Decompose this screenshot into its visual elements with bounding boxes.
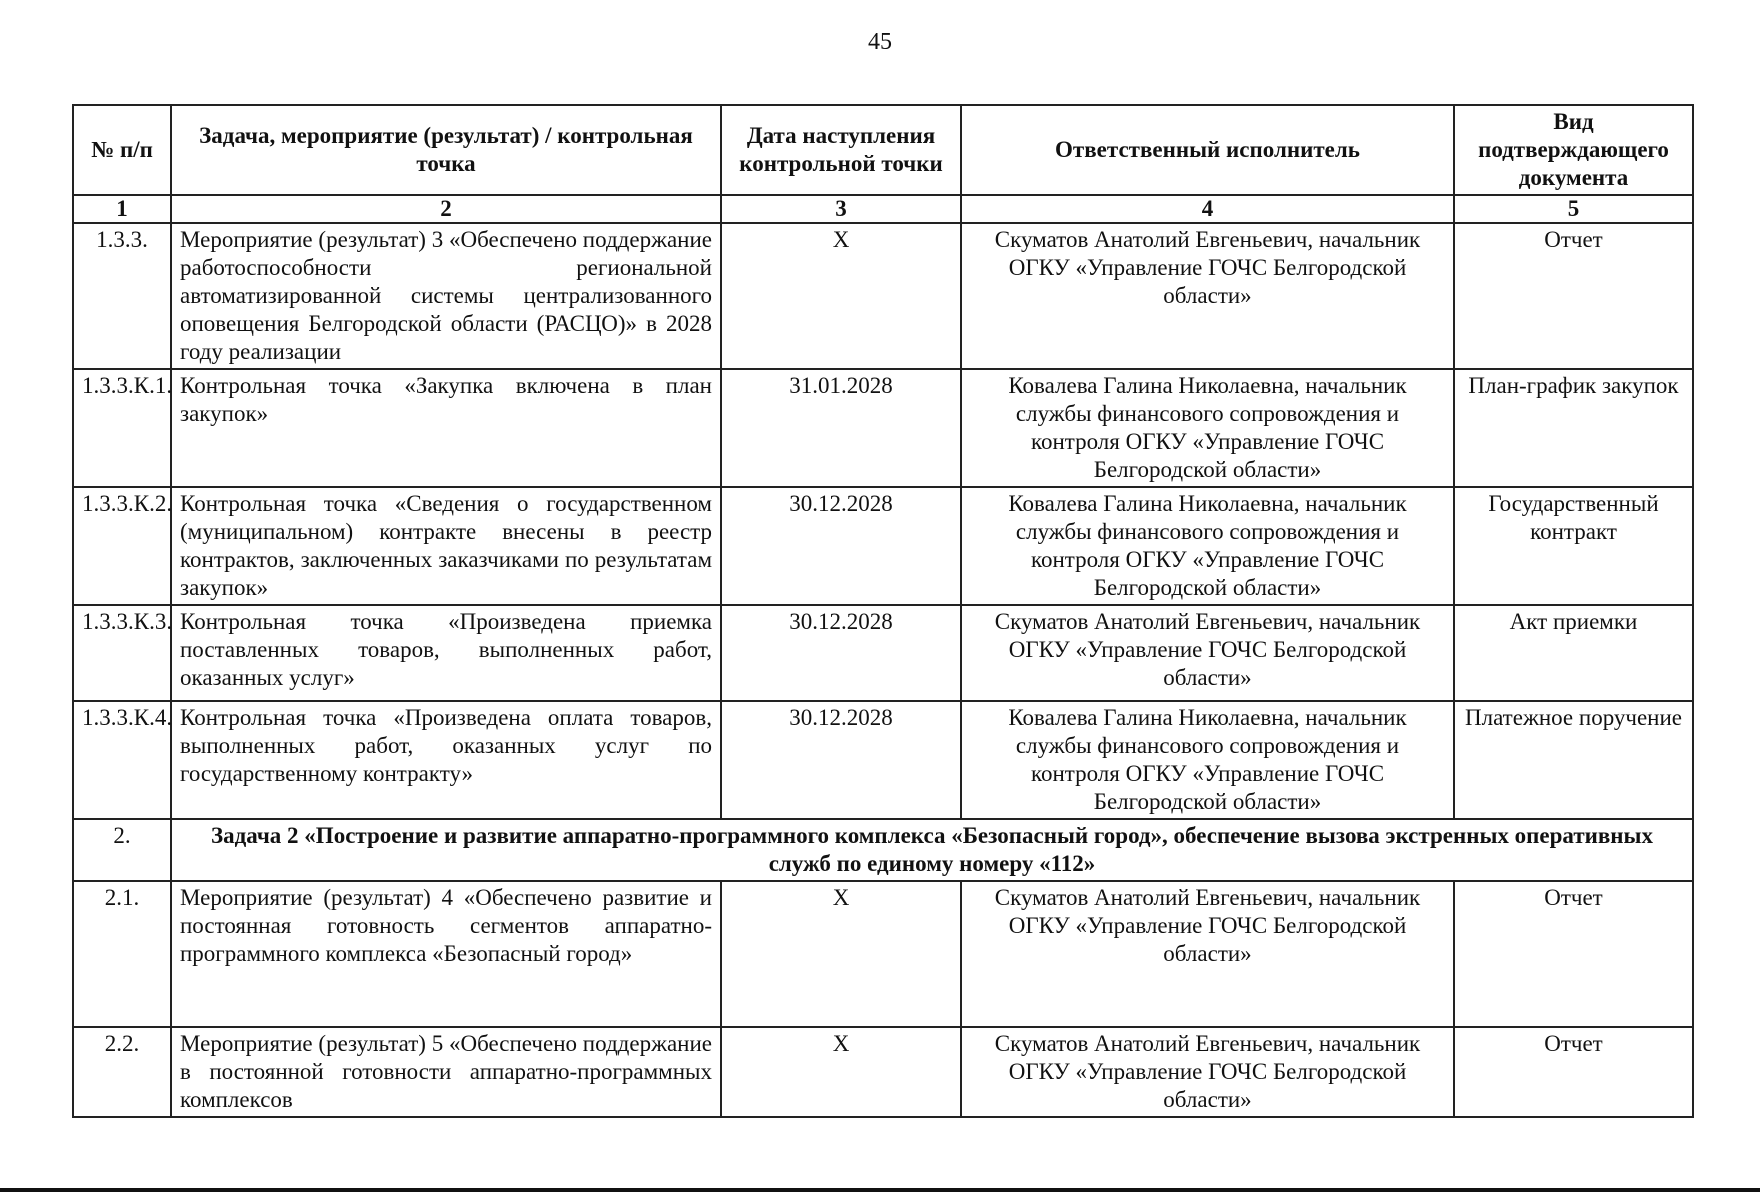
row-task: Контрольная точка «Сведения о государственном (муниципальном) контракте внесены в реестр контрактов, заключенных заказчиками по результатам закупок» xyxy=(171,487,721,605)
task-section-row xyxy=(73,819,1693,881)
table-row xyxy=(73,605,1693,701)
row-document: Платежное поручение xyxy=(1454,701,1693,819)
row-date: 30.12.2028 xyxy=(721,701,961,819)
table-row xyxy=(73,1027,1693,1117)
control-points-table xyxy=(72,104,1694,1118)
row-task: Мероприятие (результат) 4 «Обеспечено развитие и постоянная готовность сегментов аппаратно-программного комплекса «Безопасный город» xyxy=(171,881,721,1027)
column-number: 1 xyxy=(73,195,171,223)
row-task: Мероприятие (результат) 3 «Обеспечено поддержание работоспособности региональной автоматизированной системы централизованного оповещения Белгородской области (РАСЦО)» в 2028 году реализации xyxy=(171,223,721,369)
header-task: Задача, мероприятие (результат) / контрольная точка xyxy=(171,105,721,195)
row-date: 30.12.2028 xyxy=(721,487,961,605)
table-row xyxy=(73,223,1693,369)
row-date: Х xyxy=(721,881,961,1027)
row-date: Х xyxy=(721,1027,961,1117)
page-number: 45 xyxy=(868,29,892,55)
row-document: Отчет xyxy=(1454,1027,1693,1117)
row-task: Контрольная точка «Произведена приемка поставленных товаров, выполненных работ, оказанных услуг» xyxy=(171,605,721,701)
table-header-row xyxy=(73,105,1693,195)
row-date: Х xyxy=(721,223,961,369)
table-row xyxy=(73,701,1693,819)
row-document: Отчет xyxy=(1454,223,1693,369)
row-executor: Ковалева Галина Николаевна, начальник службы финансового сопровождения и контроля ОГКУ «Управление ГОЧС Белгородской области» xyxy=(961,369,1454,487)
column-number: 5 xyxy=(1454,195,1693,223)
row-document: План-график закупок xyxy=(1454,369,1693,487)
row-date: 30.12.2028 xyxy=(721,605,961,701)
row-document: Акт приемки xyxy=(1454,605,1693,701)
row-number: 2.2. xyxy=(73,1027,171,1117)
table-row xyxy=(73,487,1693,605)
column-number: 2 xyxy=(171,195,721,223)
task-number: 2. xyxy=(73,819,171,881)
header-document: Вид подтверждающего документа xyxy=(1454,105,1693,195)
row-executor: Скуматов Анатолий Евгеньевич, начальник ОГКУ «Управление ГОЧС Белгородской области» xyxy=(961,1027,1454,1117)
row-number: 1.3.3.К.1. xyxy=(73,369,171,487)
column-number: 4 xyxy=(961,195,1454,223)
header-number: № п/п xyxy=(73,105,171,195)
row-task: Мероприятие (результат) 5 «Обеспечено поддержание в постоянной готовности аппаратно-программных комплексов xyxy=(171,1027,721,1117)
row-executor: Ковалева Галина Николаевна, начальник службы финансового сопровождения и контроля ОГКУ «Управление ГОЧС Белгородской области» xyxy=(961,701,1454,819)
row-executor: Скуматов Анатолий Евгеньевич, начальник ОГКУ «Управление ГОЧС Белгородской области» xyxy=(961,223,1454,369)
table-row xyxy=(73,369,1693,487)
row-number: 1.3.3. xyxy=(73,223,171,369)
row-number: 2.1. xyxy=(73,881,171,1027)
row-task: Контрольная точка «Произведена оплата товаров, выполненных работ, оказанных услуг по государственному контракту» xyxy=(171,701,721,819)
row-number: 1.3.3.К.3. xyxy=(73,605,171,701)
column-number: 3 xyxy=(721,195,961,223)
row-task: Контрольная точка «Закупка включена в план закупок» xyxy=(171,369,721,487)
header-executor: Ответственный исполнитель xyxy=(961,105,1454,195)
task-title: Задача 2 «Построение и развитие аппаратно-программного комплекса «Безопасный город», обеспечение вызова экстренных оперативных служб по единому номеру «112» xyxy=(171,819,1693,881)
row-number: 1.3.3.К.2. xyxy=(73,487,171,605)
header-date: Дата наступления контрольной точки xyxy=(721,105,961,195)
column-numbers-row xyxy=(73,195,1693,223)
row-number: 1.3.3.К.4. xyxy=(73,701,171,819)
footer-rule xyxy=(0,1188,1760,1192)
table-row xyxy=(73,881,1693,1027)
row-document: Отчет xyxy=(1454,881,1693,1027)
row-executor: Скуматов Анатолий Евгеньевич, начальник ОГКУ «Управление ГОЧС Белгородской области» xyxy=(961,605,1454,701)
row-document: Государственный контракт xyxy=(1454,487,1693,605)
row-executor: Скуматов Анатолий Евгеньевич, начальник ОГКУ «Управление ГОЧС Белгородской области» xyxy=(961,881,1454,1027)
row-date: 31.01.2028 xyxy=(721,369,961,487)
row-executor: Ковалева Галина Николаевна, начальник службы финансового сопровождения и контроля ОГКУ «Управление ГОЧС Белгородской области» xyxy=(961,487,1454,605)
